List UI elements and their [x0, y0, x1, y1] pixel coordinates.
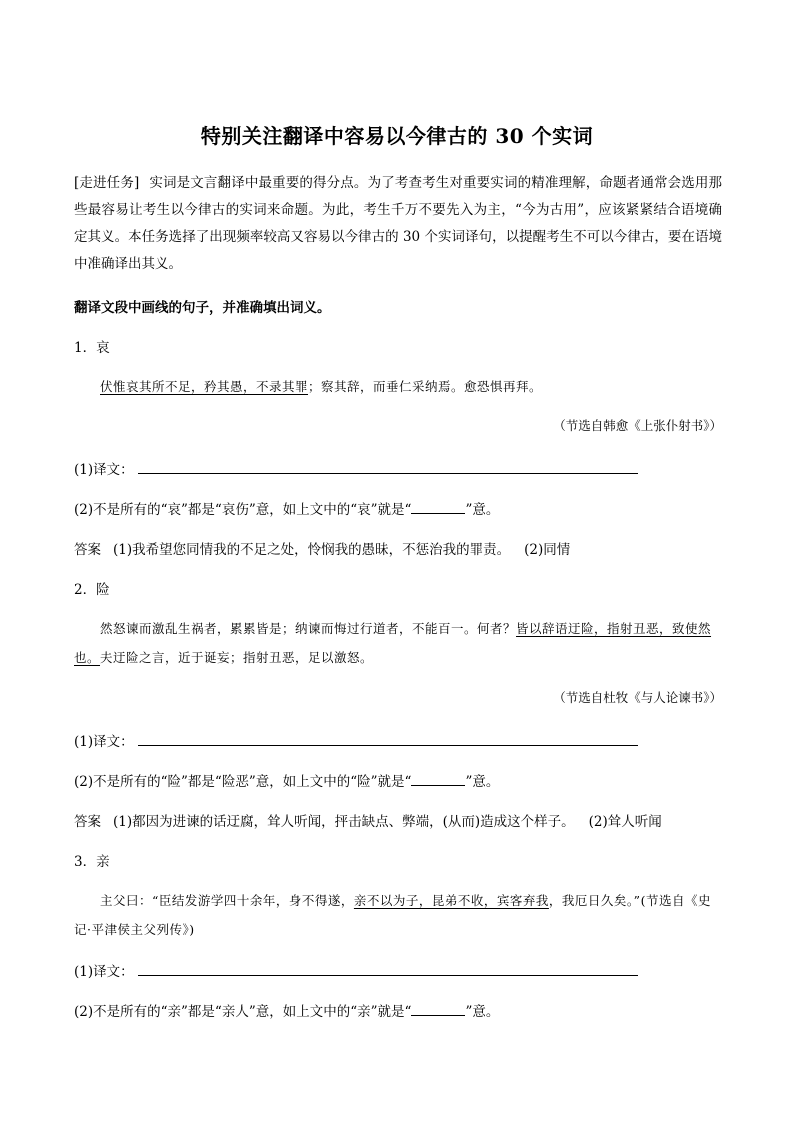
- item-1-q2-before: (2)不是所有的“哀”都是“哀伤”意，如上文中的“哀”就是“: [74, 502, 412, 518]
- item-2-answer: [74, 810, 662, 830]
- item-1-blank[interactable]: [411, 501, 465, 514]
- item-3-passage-rest: ，我厄日久矣。”(节选自《史记·平津侯主父列传》): [74, 893, 711, 937]
- item-3-q1-label: (1)译文：: [74, 964, 134, 980]
- item-1-q2: [74, 498, 499, 518]
- item-2-blank[interactable]: [411, 773, 465, 786]
- item-2-source: （节选自杜牧《与人论谏书》）: [553, 690, 722, 705]
- intro-tag: [走进任务]: [74, 175, 140, 191]
- item-1-q1-label: (1)译文：: [74, 462, 134, 478]
- item-1-translation-line[interactable]: [138, 461, 638, 474]
- item-1-underlined-sentence: 伏惟哀其所不足，矜其愚，不录其罪: [100, 379, 309, 394]
- item-2-heading: 2．险: [74, 582, 110, 598]
- item-2-answer-2: (2)耸人听闻: [588, 814, 662, 830]
- instruction: 翻译文段中画线的句子，并准确填出词义。: [74, 300, 331, 316]
- item-3-q1: [74, 960, 638, 980]
- item-3-blank[interactable]: [411, 1003, 465, 1016]
- item-1-source: （节选自韩愈《上张仆射书》）: [553, 418, 722, 433]
- item-2-underlined-sentence: 皆以辞语迂险，指射丑恶，致使然也。: [74, 621, 712, 665]
- item-2-translation-line[interactable]: [138, 733, 638, 746]
- item-1-answer-1: (1)我希望您同情我的不足之处，怜悯我的愚昧，不惩治我的罪责。: [113, 542, 511, 558]
- intro-text: 实词是文言翻译中最重要的得分点。为了考查考生对重要实词的精准理解，命题者通常会选用那些最容易让考生以今律古的实词来命题。为此，考生千万不要先入为主，“今为古用”，应该紧紧结合语境确定其义。本任务选择了出现频率较高又容易以今律古的 30 个实词译句，以提醒考生不可以今律古，要在语境中准确译出其义。: [74, 175, 722, 272]
- item-3-q2-before: (2)不是所有的“亲”都是“亲人”意，如上文中的“亲”就是“: [74, 1004, 412, 1020]
- item-2-passage: [74, 614, 722, 672]
- item-2-passage-before: 然怒谏而激乱生祸者，累累皆是；纳谏而悔过行道者，不能百一。何者？: [100, 621, 517, 636]
- item-3-passage: [74, 886, 722, 944]
- item-2-q2-after: ”意。: [465, 774, 500, 790]
- item-2-answer-tag: 答案: [74, 814, 101, 830]
- item-3-translation-line[interactable]: [138, 963, 638, 976]
- item-2-q1-label: (1)译文：: [74, 734, 134, 750]
- item-2-answer-1: (1)都因为进谏的话迂腐，耸人听闻，抨击缺点、弊端，(从而)造成这个样子。: [113, 814, 575, 830]
- item-1-passage: [74, 372, 722, 401]
- item-1-answer-2: (2)同情: [524, 542, 571, 558]
- item-3-q2: [74, 1000, 499, 1020]
- intro-paragraph: [74, 170, 722, 278]
- item-1-q1: [74, 458, 638, 478]
- item-1-q2-after: ”意。: [465, 502, 500, 518]
- item-1-answer-tag: 答案: [74, 542, 101, 558]
- item-3-q2-after: ”意。: [465, 1004, 500, 1020]
- page-title: 特别关注翻译中容易以今律古的 30 个实词: [200, 124, 594, 148]
- item-2-passage-rest: 夫迂险之言，近于诞妄；指射丑恶，足以激怒。: [100, 650, 374, 665]
- item-2-q2-before: (2)不是所有的“险”都是“险恶”意，如上文中的“险”就是“: [74, 774, 412, 790]
- item-1-heading: 1．哀: [74, 340, 110, 356]
- item-1-passage-rest: ；察其辞，而垂仁采纳焉。愈恐惧再拜。: [308, 379, 543, 394]
- item-3-heading: 3．亲: [74, 854, 110, 870]
- item-3-passage-before: 主父曰：“臣结发游学四十余年，身不得遂，: [100, 893, 354, 908]
- item-2-q1: [74, 730, 638, 750]
- item-1-answer: [74, 538, 570, 558]
- item-2-q2: [74, 770, 499, 790]
- item-3-underlined-sentence: 亲不以为子，昆弟不收，宾客弃我: [353, 893, 549, 908]
